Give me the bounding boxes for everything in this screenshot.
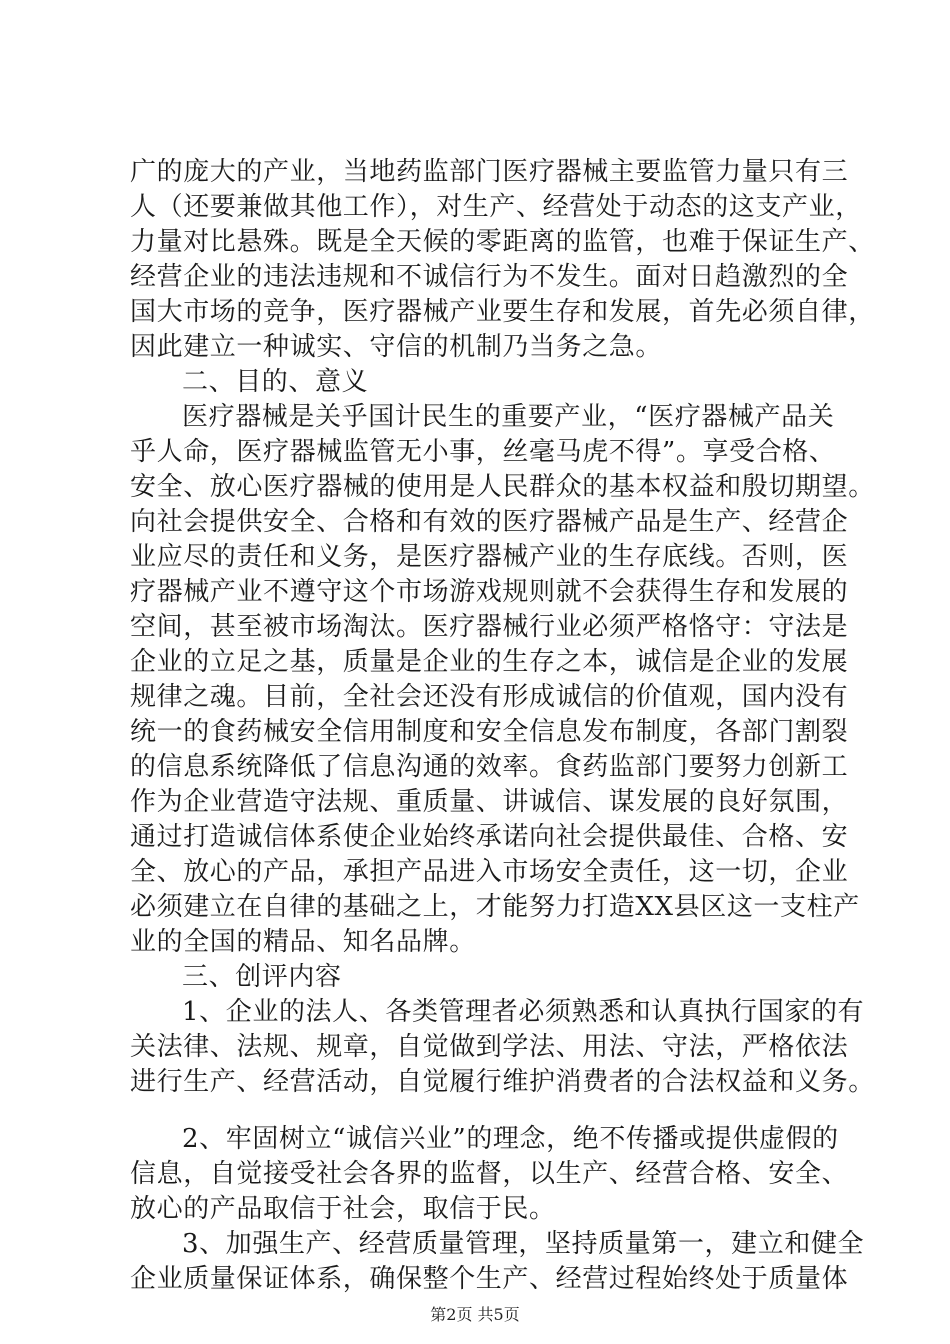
text-line: 医疗器械是关乎国计民生的重要产业，“医疗器械产品关 [182,402,835,432]
section-heading: 三、创评内容 [182,962,342,992]
text-line: 经营企业的违法违规和不诚信行为不发生。面对日趋激烈的全 [130,262,849,292]
page-footer: 第2页 共5页 [430,1305,520,1324]
text-line: 的信息系统降低了信息沟通的效率。食药监部门要努力创新工 [130,752,849,782]
text-line: 2、牢固树立“诚信兴业”的理念，绝不传播或提供虚假的 [182,1124,839,1154]
text-line: 必须建立在自律的基础之上，才能努力打造XX县区这一支柱产 [130,892,860,922]
text-line: 国大市场的竞争，医疗器械产业要生存和发展，首先必须自律， [130,297,875,327]
text-line: 业的全国的精品、知名品牌。 [130,927,476,957]
text-line: 人（还要兼做其他工作），对生产、经营处于动态的这支产业， [130,192,862,222]
text-line: 全、放心的产品，承担产品进入市场安全责任，这一切，企业 [130,857,849,887]
text-line: 乎人命，医疗器械监管无小事，丝毫马虎不得”。享受合格、 [130,437,836,467]
text-line: 广的庞大的产业，当地药监部门医疗器械主要监管力量只有三 [130,157,849,187]
text-line: 关法律、法规、规章，自觉做到学法、用法、守法，严格依法 [130,1032,849,1062]
text-line: 疗器械产业不遵守这个市场游戏规则就不会获得生存和发展的 [130,577,849,607]
text-line: 力量对比悬殊。既是全天候的零距离的监管，也难于保证生产、 [130,227,875,257]
text-line: 规律之魂。目前，全社会还没有形成诚信的价值观，国内没有 [130,682,849,712]
text-line: 因此建立一种诚实、守信的机制乃当务之急。 [130,332,663,362]
text-line: 空间，甚至被市场淘汰。医疗器械行业必须严格恪守：守法是 [130,612,849,642]
text-line: 放心的产品取信于社会，取信于民。 [130,1194,556,1224]
text-line: 1、企业的法人、各类管理者必须熟悉和认真执行国家的有 [182,997,865,1027]
text-line: 3、加强生产、经营质量管理，坚持质量第一，建立和健全 [182,1229,865,1259]
text-line: 作为企业营造守法规、重质量、讲诚信、谋发展的良好氛围， [130,787,849,817]
text-line: 业应尽的责任和义务，是医疗器械产业的生存底线。否则，医 [130,542,849,572]
text-line: 进行生产、经营活动，自觉履行维护消费者的合法权益和义务。 [130,1067,875,1097]
text-line: 向社会提供安全、合格和有效的医疗器械产品是生产、经营企 [130,507,849,537]
text-line: 信息，自觉接受社会各界的监督，以生产、经营合格、安全、 [130,1159,849,1189]
text-line: 统一的食药械安全信用制度和安全信息发布制度，各部门割裂 [130,717,849,747]
text-line: 企业质量保证体系，确保整个生产、经营过程始终处于质量体 [130,1264,849,1294]
section-heading: 二、目的、意义 [182,367,369,397]
text-line: 通过打造诚信体系使企业始终承诺向社会提供最佳、合格、安 [130,822,849,852]
text-line: 安全、放心医疗器械的使用是人民群众的基本权益和殷切期望。 [130,472,875,502]
text-line: 企业的立足之基，质量是企业的生存之本，诚信是企业的发展 [130,647,849,677]
